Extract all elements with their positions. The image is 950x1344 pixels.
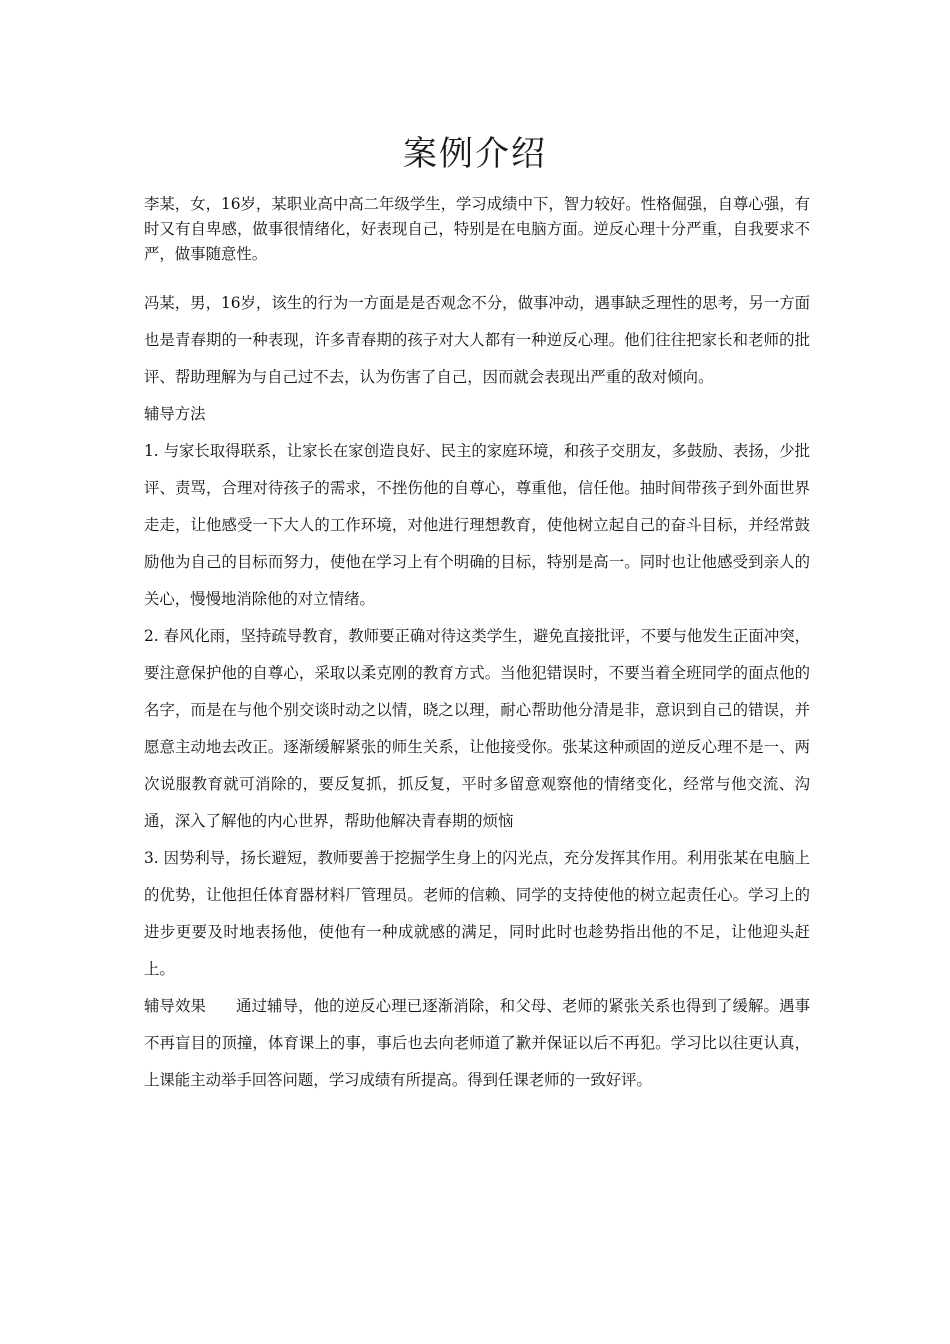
case-intro-li: 李某，女，16岁，某职业高中高二年级学生，学习成绩中下，智力较好。性格倔强，自尊心强，有时又有自卑感，做事很情绪化，好表现自己，特别是在电脑方面。逆反心理十分严重，自我要求不严，做事随意性。 <box>144 195 810 263</box>
effect-paragraph <box>144 988 810 1099</box>
method-item-3: 3. 因势利导，扬长避短，教师要善于挖掘学生身上的闪光点，充分发挥其作用。利用张某在电脑上的优势，让他担任体育器材料厂管理员。老师的信赖、同学的支持使他的树立起责任心。学习上的进步更要及时地表扬他，使他有一种成就感的满足，同时此时也趁势指出他的不足，让他迎头赶上。 <box>144 849 810 978</box>
methods-heading: 辅导方法 <box>144 405 206 423</box>
method-item-2: 2. 春风化雨，坚持疏导教育，教师要正确对待这类学生，避免直接批评，不要与他发生正面冲突，要注意保护他的自尊心，采取以柔克刚的教育方式。当他犯错误时，不要当着全班同学的面点他的名字，而是在与他个别交谈时动之以情，晓之以理，耐心帮助他分清是非，意识到自己的错误，并愿意主动地去改正。逐渐缓解紧张的师生关系，让他接受你。张某这种顽固的逆反心理不是一、两次说服教育就可消除的，要反复抓，抓反复，平时多留意观察他的情绪变化，经常与他交流、沟通，深入了解他的内心世界，帮助他解决青春期的烦恼 <box>144 627 810 830</box>
case-intro-feng: 冯某，男，16岁，该生的行为一方面是是否观念不分，做事冲动，遇事缺乏理性的思考，另一方面也是青春期的一种表现，许多青春期的孩子对大人都有一种逆反心理。他们往往把家长和老师的批评、帮助理解为与自己过不去，认为伤害了自己，因而就会表现出严重的敌对倾向。 <box>144 294 810 386</box>
effect-text: 通过辅导，他的逆反心理已逐渐消除，和父母、老师的紧张关系也得到了缓解。遇事不再盲目的顶撞，体育课上的事，事后也去向老师道了歉并保证以后不再犯。学习比以往更认真，上课能主动举手回答问题，学习成绩有所提高。得到任课老师的一致好评。 <box>144 997 810 1089</box>
method-item-1: 1. 与家长取得联系，让家长在家创造良好、民主的家庭环境，和孩子交朋友，多鼓励、表扬，少批评、责骂，合理对待孩子的需求，不挫伤他的自尊心，尊重他，信任他。抽时间带孩子到外面世界走走，让他感受一下大人的工作环境，对他进行理想教育，使他树立起自己的奋斗目标，并经常鼓励他为自己的目标而努力，使他在学习上有个明确的目标，特别是高一。同时也让他感受到亲人的关心，慢慢地消除他的对立情绪。 <box>144 442 810 608</box>
document-title: 案例介绍 <box>403 134 547 174</box>
effect-heading: 辅导效果 <box>144 997 207 1015</box>
document-body <box>144 192 810 1099</box>
